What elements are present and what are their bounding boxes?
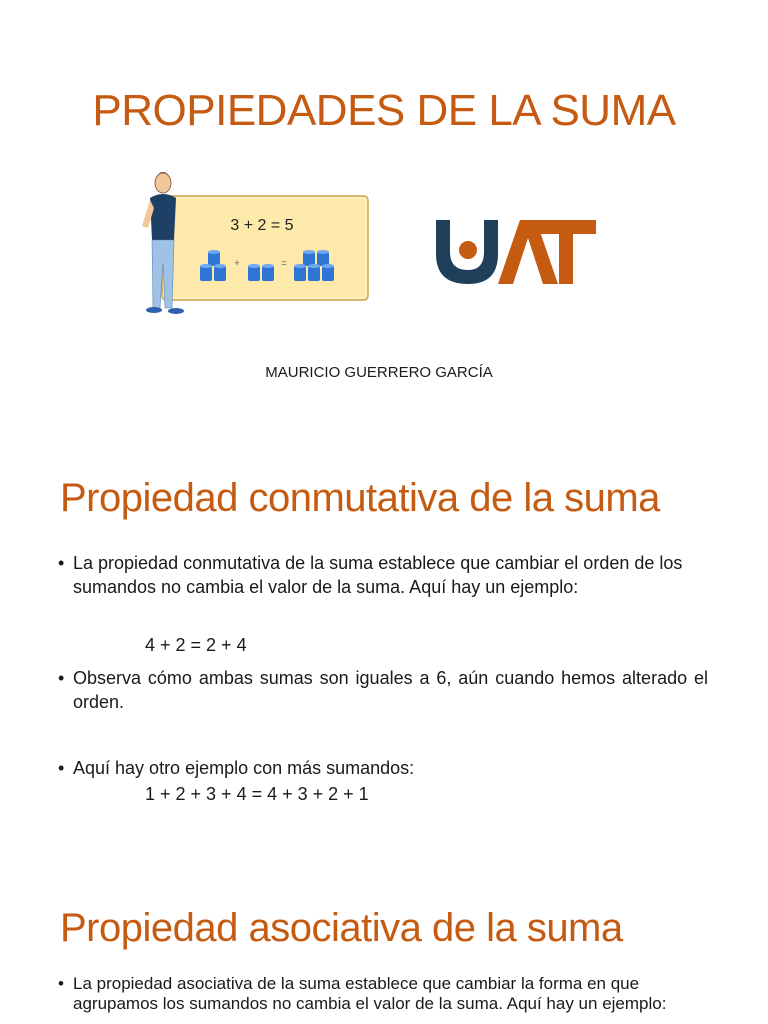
bullet-item [58,756,708,780]
associative-heading: Propiedad asociativa de la suma [60,906,623,950]
title-slide [0,0,768,440]
bullet-item [58,666,708,714]
bullet-text: La propiedad conmutativa de la suma establece que cambiar el orden de los sumandos no cambia el valor de la suma. Aquí hay un ejemplo: [73,553,683,597]
addition-clipart-image [132,168,372,318]
clipart-equals: = [281,258,287,268]
author-name: MAURICIO GUERRERO GARCÍA [265,364,493,381]
bullet-text: Observa cómo ambas sumas son iguales a 6, aún cuando hemos alterado el orden. [73,668,708,712]
presentation-title: PROPIEDADES DE LA SUMA [92,86,676,135]
bullet-dot: • [58,553,65,573]
bullet-dot: • [58,974,64,993]
equation-example-1: 4 + 2 = 2 + 4 [145,635,247,655]
clipart-equation: 3 + 2 = 5 [230,217,294,234]
bullet-dot: • [58,668,65,688]
bullet-item [58,974,708,1014]
uat-logo [432,214,598,288]
bullet-text: Aquí hay otro ejemplo con más sumandos: [73,758,415,778]
bullet-dot: • [58,758,65,778]
commutative-heading: Propiedad conmutativa de la suma [60,476,660,520]
equation-example-2: 1 + 2 + 3 + 4 = 4 + 3 + 2 + 1 [145,784,369,804]
bullet-text: La propiedad asociativa de la suma establece que cambiar la forma en que agrupamos los sumandos no cambia el valor de la suma. Aquí hay un ejemplo: [73,974,667,1013]
clipart-plus: + [234,258,240,268]
bullet-item [58,551,708,599]
